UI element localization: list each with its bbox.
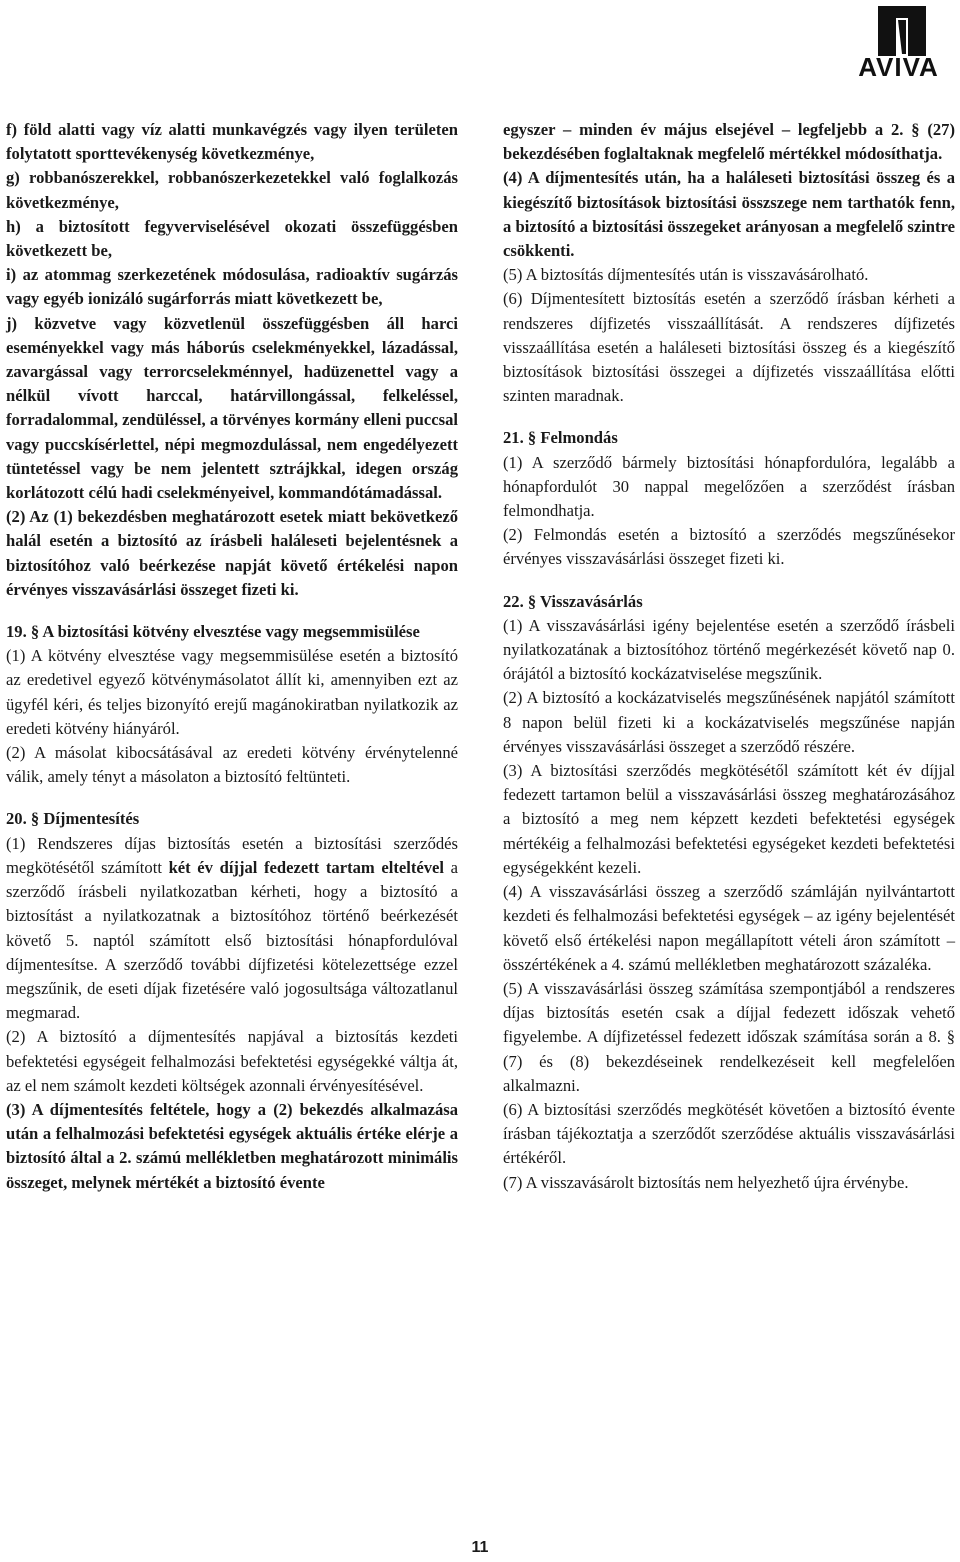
section-22-5: (5) A visszavásárlási összeg számítása szempontjából a rendszeres díjas biztosítás esetén csak a díjjal fedezett időszak vehető figyelembe. A díjfizetéssel fedezett időszak számítása során a 8. § (7) és (8) bekezdéseinek rendelkezéseit kell megfelelően alkalmazni. [503,978,955,1095]
paragraph-g: g) robbanószerekkel, robbanószerkezetekkel való foglalkozás következménye, [6,168,458,212]
section-22-heading: 22. § Visszavásárlás [503,591,643,611]
section-19-1: (1) A kötvény elvesztése vagy megsemmisülése esetén a biztosító az eredetivel egyező kötvénymásolatot állít ki, amennyiben ezt az ügyfél kéri, és teljes bizonyító erejű magánokiratban nyilatkozik az eredeti kötvény hiányáról. [6,646,458,738]
paragraph-j: j) közvetve vagy közvetlenül összefüggésben áll harci eseményekkel vagy más háborús cselekményekkel, lázadással, zavargással vagy terrorcselekménnyel, hadüzenettel vagy a nélkül vívott harccal, határvillongással, felkeléssel, forradalommal, zendüléssel, a törvényes kormány elleni puccsal vagy puccskísérlettel, népi megmozdulással, nem engedélyezett tüntetéssel vagy be nem jelentett sztrájkkal, idegen ország korlátozott célú hadi cselekményeivel, kommandótámadással. [6,313,458,503]
page-number: 11 [471,1539,489,1556]
section-22-3: (3) A biztosítási szerződés megkötésétől számított két év díjjal fedezett tartamon belül a visszavásárlási összeg meghatározásához a biztosító a meg nem képzett kezdeti befektetési egységek mértékéig a felhalmozási befektetési egységeket kezdeti befektetési egységekként kezeli. [503,761,955,877]
paragraph-i: i) az atommag szerkezetének módosulása, radioaktív sugárzás vagy egyéb ionizáló sugárforrás miatt következett be, [6,265,458,309]
paragraph-h: h) a biztosított fegyverviselésével okozati összefüggésben következett be, [6,216,458,261]
section-20-2: (2) A biztosító a díjmentesítés napjával a biztosítás kezdeti befektetési egységeit felhalmozási befektetési egységekké váltja át, az el nem számolt kezdeti költségek azonnali érvényesítésével. [6,1027,458,1095]
section-21-1: (1) A szerződő bármely biztosítási hónapfordulóra, legalább a hónapfordulót 30 nappal megelőzően a szerződést írásban felmondhatja. [503,452,955,521]
section-21-heading: 21. § Felmondás [503,428,618,448]
section-21-2: (2) Felmondás esetén a biztosító a szerződés megszűnésekor érvényes visszavásárlási összeget fizeti ki. [503,525,955,569]
section-20-4: (4) A díjmentesítés után, ha a haláleseti biztosítási összeg és a kiegészítő biztosítások biztosítási összszege nem tarthatók fenn, a biztosító a biztosítási összegeket arányosan a megfelelő szintre csökkenti. [503,168,955,261]
section-22-4: (4) A visszavásárlási összeg a szerződő számláján nyilvántartott kezdeti és felhalmozási befektetési egységek – az igény bejelentését követő első értékelési napon megállapított vételi áron számított – összértékének a 4. számú mellékletben meghatározott százaléka. [503,882,955,974]
section-20-heading: 20. § Díjmentesítés [6,809,140,829]
section-22-2: (2) A biztosító a kockázatviselés megszűnésének napjától számított 8 napon belül fizeti ki a kockázatviselés megszűnése napján érvényes visszavásárlási összeget a szerződő részére. [503,688,955,756]
aviva-logo [841,0,956,82]
section-19-heading: 19. § A biztosítási kötvény elvesztése vagy megsemmisülése [6,622,420,642]
section-20-1 [6,832,458,1026]
section-20-1-text-a: (1) Rendszeres díjas biztosítás esetén a biztosítási szerződés megkötésétől számított [6,833,458,877]
section-20-1-emphasis: két év díjjal fedezett tartam elteltével [168,857,445,877]
section-22-7: (7) A visszavásárolt biztosítás nem helyezhető újra érvénybe. [503,1172,909,1192]
left-column [6,118,458,1195]
section-20-1-text-c: a szerződő írásbeli nyilatkozatban kérheti, hogy a biztosító a biztosítást a nyilatkozatnak a biztosítóhoz történő beérkezését követő 5. naptól számított első biztosítási hónapfordulóval díjmentesítse. A szerződő további díjfizetési kötelezettsége ezzel megszűnik, de eseti díjak fizetésére való jogosultsága változatlanul megmarad. [6,857,459,1023]
section-22-6: (6) A biztosítási szerződés megkötését követően a biztosító évente írásban tájékoztatja a szerződőt szerződése aktuális visszavásárlási értékéről. [503,1099,955,1168]
section-20-3-continued: egyszer – minden év május elsejével – legfeljebb a 2. § (27) bekezdésében foglaltaknak megfelelő mértékkel módosíthatja. [503,120,955,164]
aviva-logo-mark-icon [878,6,926,56]
section-20-5: (5) A biztosítás díjmentesítés után is visszavásárolható. [503,265,869,285]
section-20-6: (6) Díjmentesített biztosítás esetén a szerződő írásban kérheti a rendszeres díjfizetés visszaállítását. A rendszeres díjfizetés visszaállítása esetén a haláleseti biztosítási összeg és a kiegészítő biztosítások biztosítási összegei a díjfizetés visszaállítása előtti szinten maradnak. [503,289,955,406]
aviva-wordmark: AVIVA [858,52,939,82]
section-22-1: (1) A visszavásárlási igény bejelentése esetén a szerződő írásbeli nyilatkozatának a biztosítóhoz történő megérkezését követő nap 0. órájától a biztosító kockázatviselése megszűnik. [503,615,955,684]
paragraph-f: f) föld alatti vagy víz alatti munkavégzés vagy ilyen területen folytatott sporttevékenység következménye, [6,120,458,164]
section-20-3: (3) A díjmentesítés feltétele, hogy a (2) bekezdés alkalmazása után a felhalmozási befektetési egységek aktuális értéke elérje a biztosító által a 2. számú mellékletben meghatározott minimális összeget, melynek mértékét a biztosító évente [6,1099,458,1192]
paragraph-18-2: (2) Az (1) bekezdésben meghatározott esetek miatt bekövetkező halál esetén a biztosító az írásbeli haláleseti bejelentésnek a biztosítóhoz való beérkezése napját követő értékelési napon érvényes visszavásárlási összeget fizeti ki. [6,507,458,599]
right-column [503,118,955,1195]
section-19-2: (2) A másolat kibocsátásával az eredeti kötvény érvénytelenné válik, amely tényt a másolaton a biztosító feltünteti. [6,743,458,787]
